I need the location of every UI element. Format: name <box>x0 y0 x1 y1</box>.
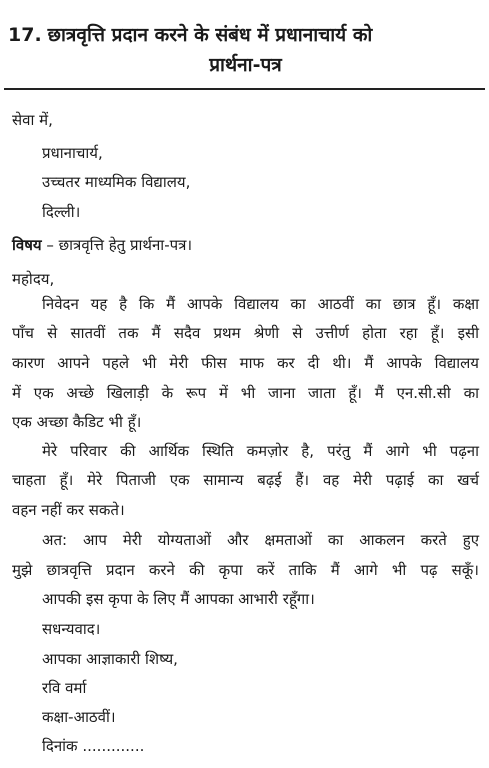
greeting: महोदय, <box>12 270 55 288</box>
sender-class: कक्षा-आठवीं। <box>42 708 116 726</box>
date-value: ............. <box>82 737 145 755</box>
body-line: कारण आपने पहले भी मेरी फीस माफ कर दी थी। मैं आपके विद्यालय <box>12 354 479 372</box>
body-line: अत: आप मेरी योग्यताओं और क्षमताओं का आकलन करते हुए <box>42 531 479 549</box>
sender-name: रवि वर्मा <box>42 679 87 697</box>
body-line: निवेदन यह है कि मैं आपके विद्यालय का आठवीं का छात्र हूँ। कक्षा <box>42 295 479 313</box>
letter-title <box>8 20 483 80</box>
body-line: आपकी इस कृपा के लिए मैं आपका आभारी रहूँगा। <box>42 590 315 608</box>
body-line: पाँच से सातवीं तक मैं सदैव प्रथम श्रेणी से उत्तीर्ण होता रहा हूँ। इसी <box>12 324 479 342</box>
body-line: चाहता हूँ। मेरे पिताजी एक सामान्य बढ़ई हैं। वह मेरी पढ़ाई का खर्च <box>12 471 479 489</box>
subject-label: विषय <box>12 236 42 254</box>
address-to: सेवा में, <box>12 111 53 129</box>
body-line: मेरे परिवार की आर्थिक स्थिति कमज़ोर है, परंतु मैं आगे भी पढ़ना <box>42 442 479 460</box>
address-line: प्रधानाचार्य, <box>42 144 103 162</box>
body-line: मुझे छात्रवृत्ति प्रदान करने की कृपा करें ताकि मैं आगे भी पढ़ सकूँ। <box>12 561 479 579</box>
address-line: उच्चतर माध्यमिक विद्यालय, <box>42 173 191 191</box>
body-line: में एक अच्छे खिलाड़ी के रूप में भी जाना जाता हूँ। मैं एन.सी.सी का <box>12 384 479 402</box>
address-line: दिल्ली। <box>42 203 81 221</box>
closing-thanks: सधन्यवाद। <box>42 620 101 638</box>
date-label: दिनांक <box>42 737 78 755</box>
subject-line <box>12 235 192 255</box>
title-line-2: प्रार्थना-पत्र <box>209 54 282 76</box>
body-line: वहन नहीं कर सकते। <box>12 501 125 519</box>
date-line <box>42 736 144 756</box>
subject-text: – छात्रवृत्ति हेतु प्रार्थना-पत्र। <box>46 236 193 254</box>
title-divider <box>4 88 485 90</box>
title-line-1: छात्रवृत्ति प्रदान करने के संबंध में प्रधानाचार्य को <box>47 24 373 46</box>
closing-yours: आपका आज्ञाकारी शिष्य, <box>42 650 178 668</box>
body-line: एक अच्छा कैडिट भी हूँ। <box>12 413 142 431</box>
title-number: 17. <box>8 24 42 46</box>
